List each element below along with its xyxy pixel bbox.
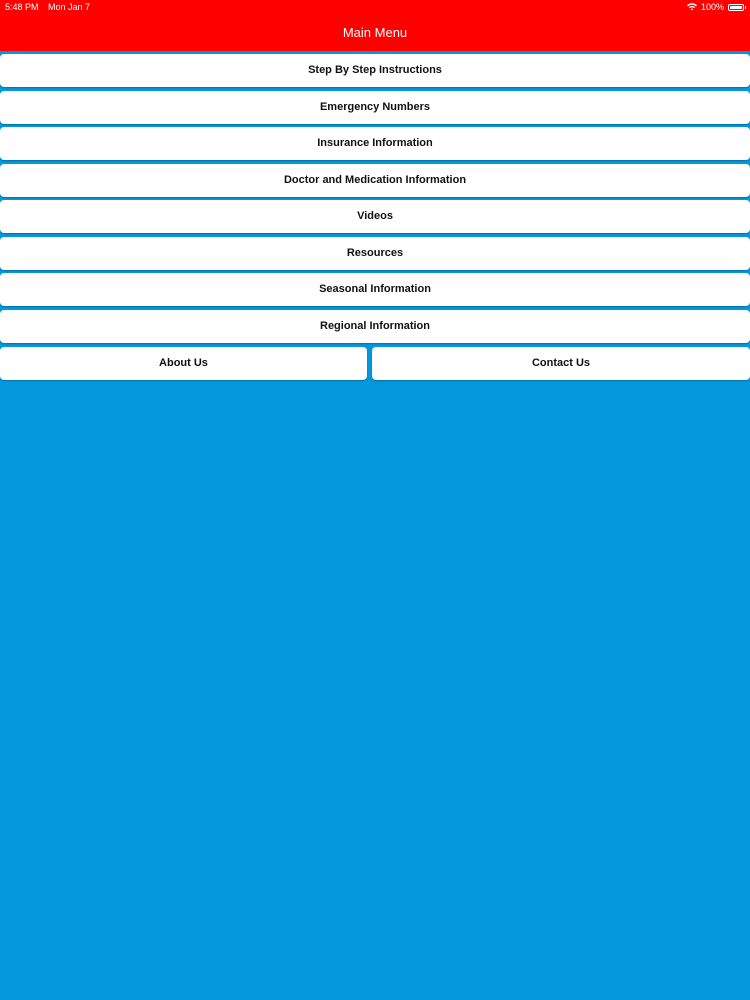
status-bar bbox=[0, 0, 750, 14]
battery-icon bbox=[728, 4, 744, 11]
status-date: Mon Jan 7 bbox=[48, 2, 91, 12]
status-time: 5:48 PM bbox=[5, 2, 39, 12]
seasonal-info-button[interactable]: Seasonal Information bbox=[0, 273, 750, 306]
insurance-info-button[interactable]: Insurance Information bbox=[0, 127, 750, 160]
resources-button[interactable]: Resources bbox=[0, 237, 750, 270]
step-by-step-button[interactable]: Step By Step Instructions bbox=[0, 54, 750, 87]
nav-bar bbox=[0, 14, 750, 51]
emergency-numbers-button[interactable]: Emergency Numbers bbox=[0, 91, 750, 124]
wifi-icon bbox=[687, 3, 697, 11]
doctor-medication-button[interactable]: Doctor and Medication Information bbox=[0, 164, 750, 197]
contact-us-button[interactable]: Contact Us bbox=[372, 347, 750, 380]
battery-percent: 100% bbox=[700, 2, 724, 12]
about-us-button[interactable]: About Us bbox=[0, 347, 367, 380]
videos-button[interactable]: Videos bbox=[0, 200, 750, 233]
status-right bbox=[687, 0, 744, 14]
page-title: Main Menu bbox=[342, 25, 408, 40]
regional-info-button[interactable]: Regional Information bbox=[0, 310, 750, 343]
